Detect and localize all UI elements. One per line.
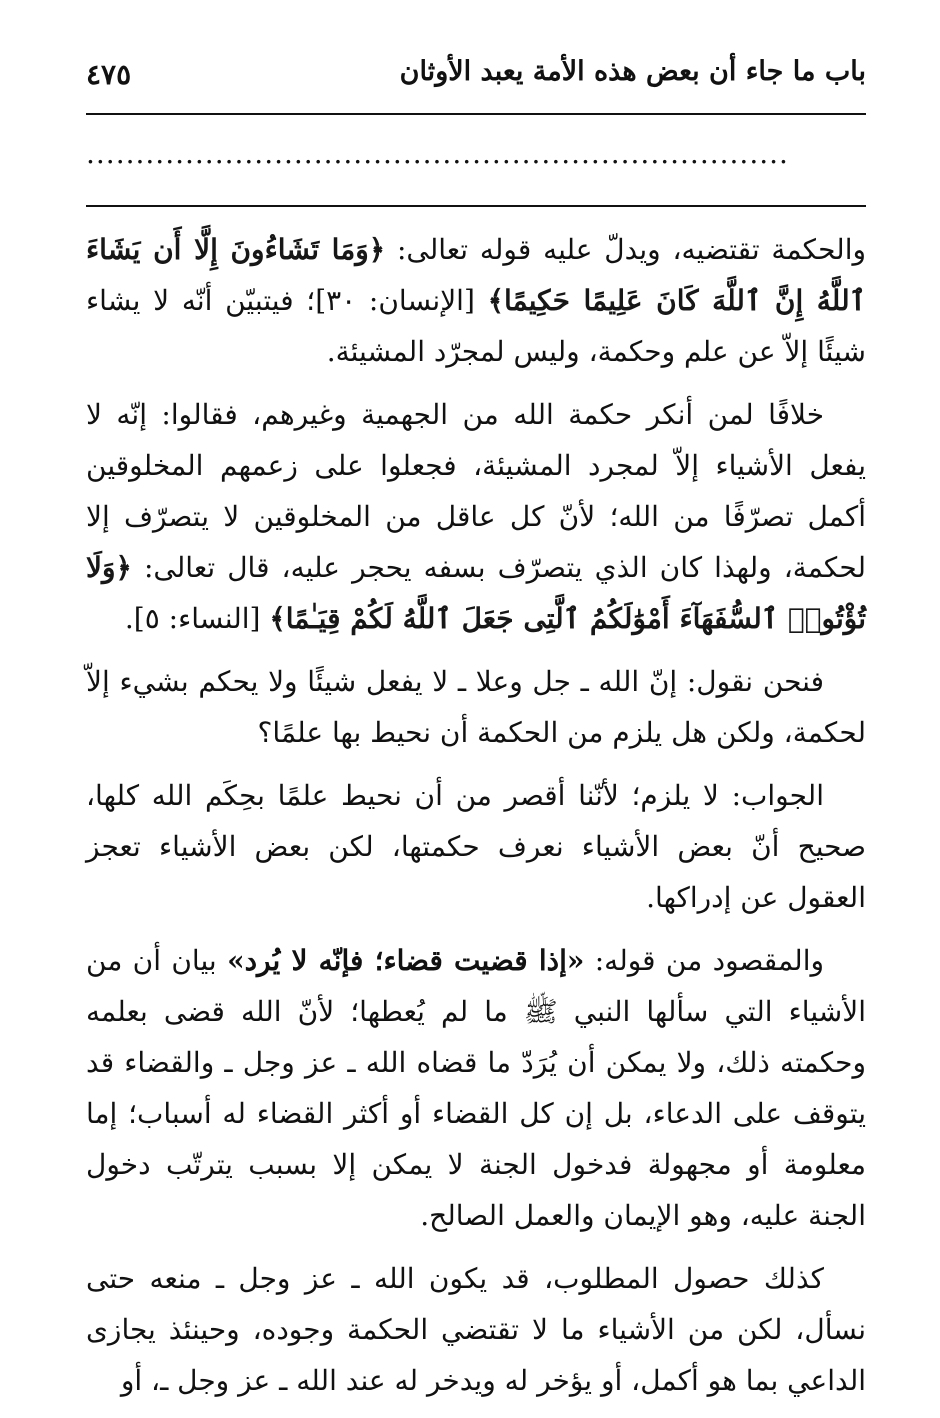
- paragraph-5: [86, 935, 866, 1241]
- header-rule: [86, 113, 866, 115]
- paragraph-1: [86, 224, 866, 377]
- quran-verse-nisa: ﴿وَلَا تُؤْتُوا۟ ٱلسُّفَهَآءَ أَمْوَٰلَكُمُ ٱلَّتِى جَعَلَ ٱللَّهُ لَكُمْ قِيَـٰمًا﴾: [86, 551, 866, 635]
- paragraph-2: [86, 389, 866, 644]
- paragraph-4: الجواب: لا يلزم؛ لأنّنا أقصر من أن نحيط علمًا بحِكَم الله كلها، صحيح أنّ بعض الأشياء نعرف حكمتها، لكن بعض الأشياء تعجز العقول عن إدراكها.: [86, 779, 866, 914]
- paragraph-5-text-b: بيان أن من الأشياء التي سألها النبي ﷺ ما لم يُعطها؛ لأنّ الله قضى بعلمه وحكمته ذلك، ولا يمكن أن يُرَدّ ما قضاه الله ـ عز وجل ـ والقضاء قد يتوقف على الدعاء، بل إن كل القضاء أو أكثر القضاء له أسباب؛ إما معلومة أو مجهولة فدخول الجنة لا يمكن إلا بسبب يترتّب دخول الجنة عليه، وهو الإيمان والعمل الصالح.: [86, 944, 867, 1232]
- quran-verse-insan: ﴿وَمَا تَشَاءُونَ إِلَّا أَن يَشَاءَ ٱللَّهُ إِنَّ ٱللَّهَ كَانَ عَلِيمًا حَكِيمًا﴾: [86, 233, 867, 317]
- section-rule: [86, 205, 866, 207]
- paragraph-2-text-a: خلافًا لمن أنكر حكمة الله من الجهمية وغيرهم، فقالوا: إنّه لا يفعل الأشياء إلاّ لمجرد المشيئة، فجعلوا على زعمهم المخلوقين أكمل تصرّفًا من الله؛ لأنّ كل عاقل من المخلوقين لا يتصرّف إلا لحكمة، ولهذا كان الذي يتصرّف بسفه يحجر عليه، قال تعالى:: [86, 398, 866, 584]
- paragraph-5-text-a: والمقصود من قوله:: [584, 944, 824, 977]
- page-number: ٤٧٥: [86, 58, 132, 91]
- paragraph-2-text-b: [النساء: ٥].: [124, 602, 270, 635]
- page-header: [86, 52, 866, 106]
- dotted-separator: .......................................................................: [86, 140, 789, 168]
- main-text: [86, 224, 866, 1418]
- paragraph-1-text-b: [الإنسان: ٣٠]؛ فيتبيّن أنّه لا يشاء شيئًا إلاّ عن علم وحكمة، وليس لمجرّد المشيئة.: [86, 284, 866, 368]
- paragraph-1-text-a: والحكمة تقتضيه، ويدلّ عليه قوله تعالى:: [385, 233, 867, 266]
- paragraph-6: كذلك حصول المطلوب، قد يكون الله ـ عز وجل ـ منعه حتى نسأل، لكن من الأشياء ما لا تقتضي الحكمة وجوده، وحينئذ يجازى الداعي بما هو أكمل، أو يؤخر له ويدخر له عند الله ـ عز وجل ـ، أو: [86, 1262, 866, 1397]
- paragraph-3: فنحن نقول: إنّ الله ـ جل وعلا ـ لا يفعل شيئًا ولا يحكم بشيء إلاّ لحكمة، ولكن هل يلزم من الحكمة أن نحيط بها علمًا؟: [86, 665, 866, 749]
- hadith-quote: «إذا قضيت قضاء؛ فإنّه لا يُرد»: [227, 944, 585, 977]
- chapter-running-title: باب ما جاء أن بعض هذه الأمة يعبد الأوثان: [399, 56, 866, 87]
